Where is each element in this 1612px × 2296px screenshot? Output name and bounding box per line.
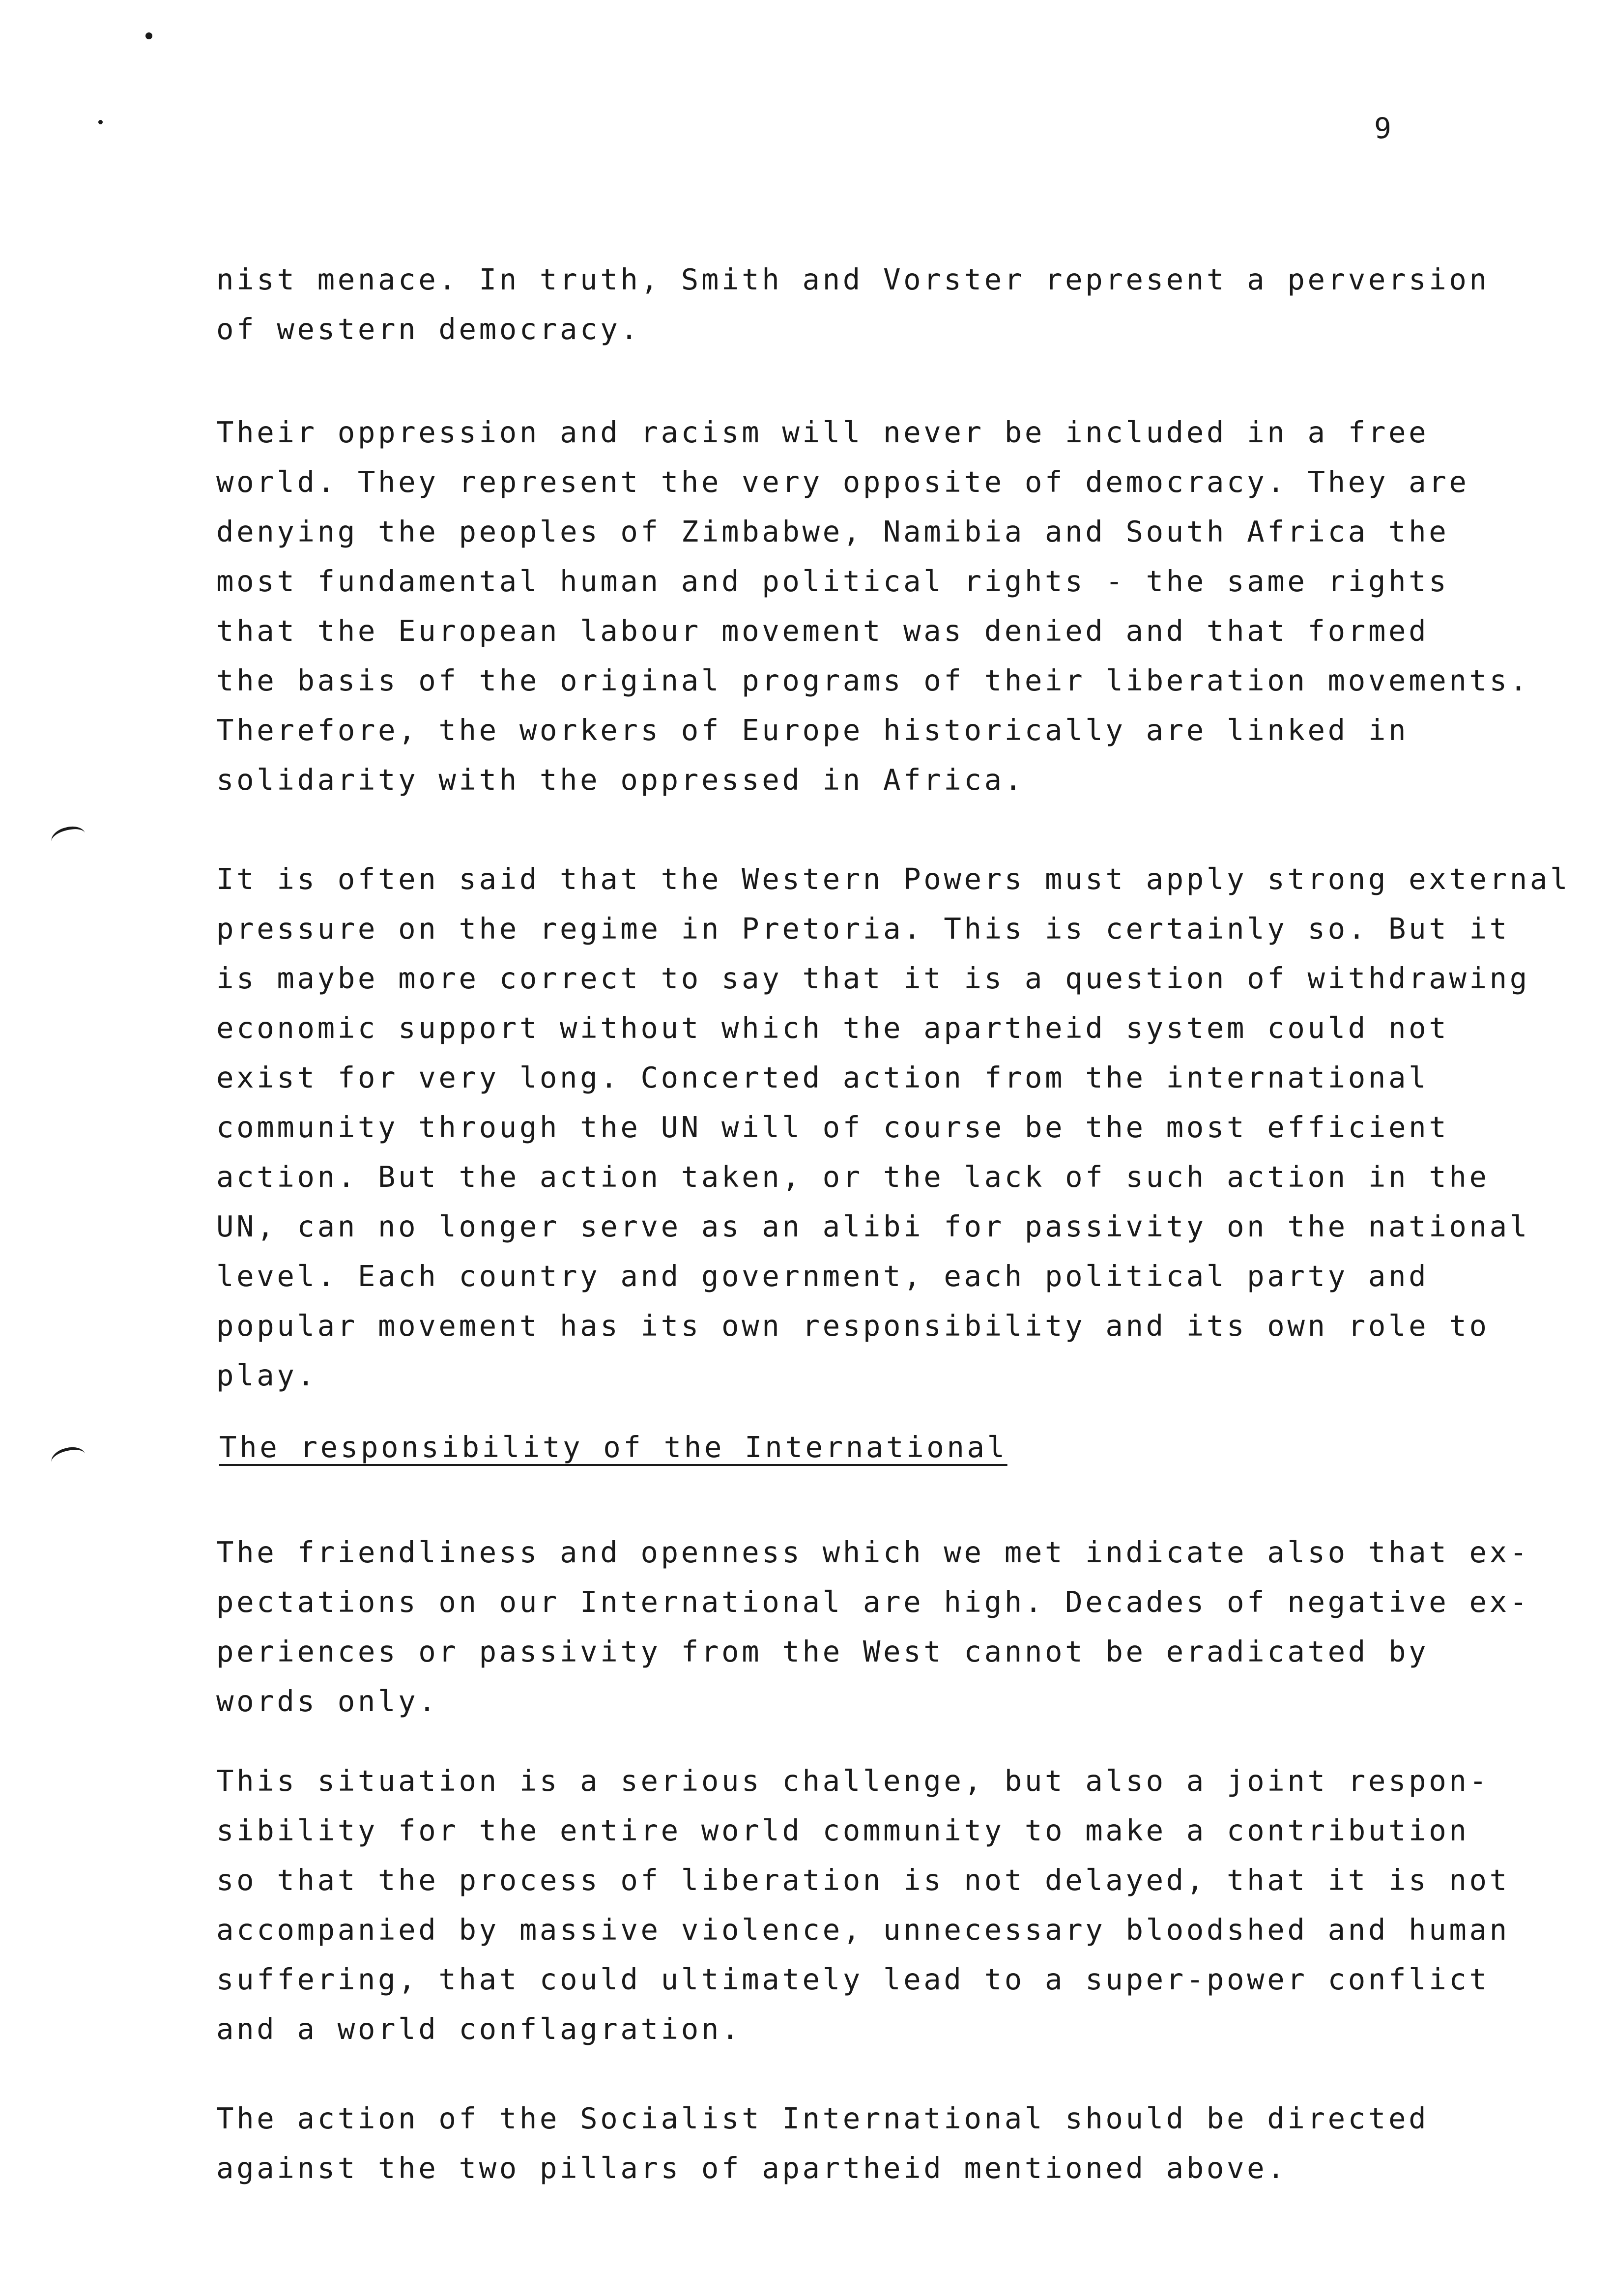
text-line: Therefore, the workers of Europe historically are linked in <box>216 713 1409 747</box>
text-line: action. But the action taken, or the lack of such action in the <box>216 1160 1490 1194</box>
text-line: popular movement has its own responsibility and its own role to <box>216 1309 1490 1343</box>
scan-speck <box>145 32 152 39</box>
text-line: pectations on our International are high. Decades of negative ex- <box>216 1585 1530 1619</box>
page-number: 9 <box>1374 112 1392 145</box>
paragraph-3 <box>216 854 1571 1400</box>
text-line: denying the peoples of Zimbabwe, Namibia and South Africa the <box>216 515 1449 548</box>
paragraph-4 <box>216 1527 1553 1726</box>
text-line: economic support without which the apartheid system could not <box>216 1011 1449 1045</box>
text-line: suffering, that could ultimately lead to a super-power conflict <box>216 1962 1490 1996</box>
text-line: exist for very long. Concerted action from the international <box>216 1061 1429 1094</box>
text-line: This situation is a serious challenge, but also a joint respon- <box>216 1764 1490 1798</box>
text-line: words only. <box>216 1684 439 1718</box>
paragraph-1 <box>216 255 1553 354</box>
text-line: sibility for the entire world community to make a contribution <box>216 1813 1469 1847</box>
text-line: Their oppression and racism will never be included in a free <box>216 415 1429 449</box>
text-line: is maybe more correct to say that it is a question of withdrawing <box>216 961 1530 995</box>
paragraph-5 <box>216 1756 1553 2054</box>
text-line: solidarity with the oppressed in Africa. <box>216 763 1025 797</box>
text-line: world. They represent the very opposite of democracy. They are <box>216 465 1469 499</box>
text-line: that the European labour movement was denied and that formed <box>216 614 1429 648</box>
text-line: nist menace. In truth, Smith and Vorster represent a perversion <box>216 262 1490 296</box>
text-line: pressure on the regime in Pretoria. This is certainly so. But it <box>216 912 1510 946</box>
paragraph-6 <box>216 2094 1553 2193</box>
text-line: against the two pillars of apartheid mentioned above. <box>216 2151 1288 2185</box>
text-line: accompanied by massive violence, unnecessary bloodshed and human <box>216 1913 1510 1947</box>
paragraph-2 <box>216 407 1553 804</box>
text-line: and a world conflagration. <box>216 2012 742 2046</box>
text-line: the basis of the original programs of their liberation movements. <box>216 663 1530 697</box>
text-line: community through the UN will of course be the most efficient <box>216 1110 1449 1144</box>
text-line: play. <box>216 1358 317 1392</box>
text-line: level. Each country and government, each political party and <box>216 1259 1429 1293</box>
text-line: of western democracy. <box>216 312 641 346</box>
text-line: UN, can no longer serve as an alibi for passivity on the national <box>216 1209 1530 1243</box>
punch-hole-mark <box>49 823 87 852</box>
text-line: so that the process of liberation is not delayed, that it is not <box>216 1863 1510 1897</box>
text-line: The action of the Socialist International should be directed <box>216 2101 1429 2135</box>
text-line: most fundamental human and political rights - the same rights <box>216 564 1449 598</box>
section-heading: The responsibility of the International <box>219 1430 1008 1464</box>
text-line: The friendliness and openness which we met indicate also that ex- <box>216 1535 1530 1569</box>
text-line: periences or passivity from the West cannot be eradicated by <box>216 1635 1429 1668</box>
scan-speck <box>98 120 103 124</box>
punch-hole-mark <box>49 1444 87 1472</box>
text-line: It is often said that the Western Powers must apply strong external <box>216 862 1571 896</box>
